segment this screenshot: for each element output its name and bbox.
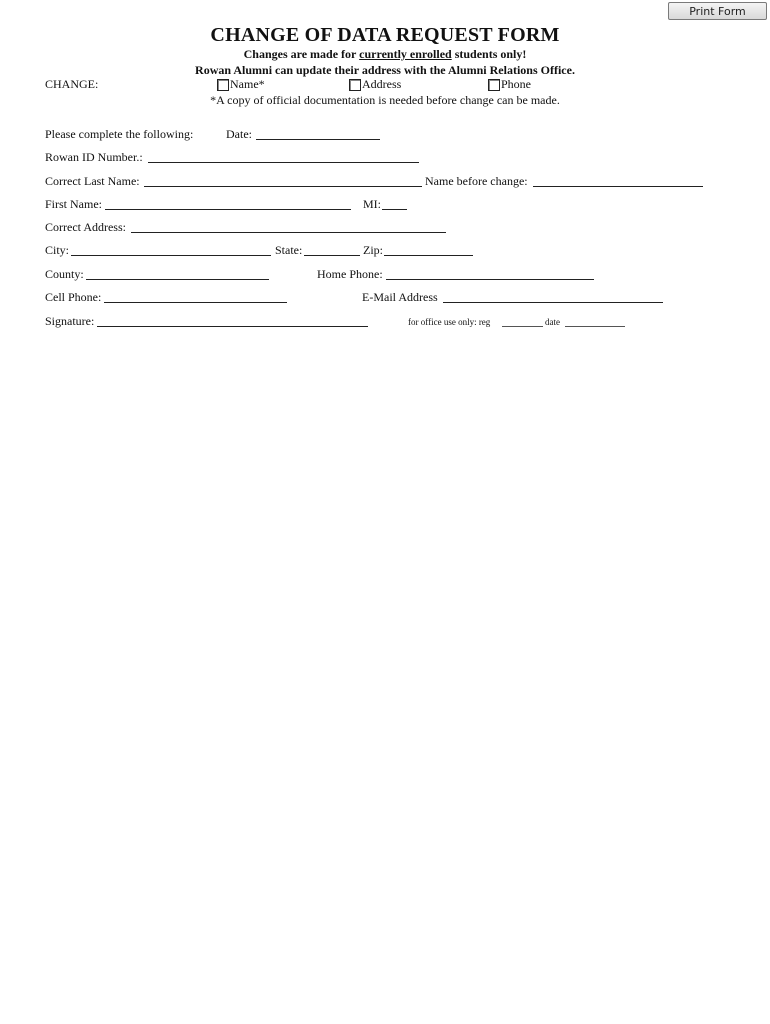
rowan-id-label: Rowan ID Number.:	[45, 150, 143, 164]
zip-field[interactable]	[384, 255, 473, 256]
address-checkbox[interactable]	[349, 79, 361, 91]
enrolled-notice-prefix: Changes are made for	[243, 47, 360, 61]
print-form-button[interactable]: Print Form	[668, 2, 767, 20]
state-field[interactable]	[304, 255, 360, 256]
office-use-date-label: date	[545, 317, 560, 327]
office-reg-field	[502, 326, 543, 327]
date-label: Date:	[226, 127, 252, 141]
address-label: Correct Address:	[45, 220, 126, 234]
email-label: E-Mail Address	[362, 290, 438, 304]
enrolled-notice-suffix: students only!	[451, 47, 527, 61]
form-title: CHANGE OF DATA REQUEST FORM	[210, 24, 560, 46]
home-phone-field[interactable]	[386, 279, 594, 280]
documentation-note: *A copy of official documentation is needed before change can be made.	[210, 93, 560, 107]
address-option-label: Address	[362, 77, 402, 91]
zip-label: Zip:	[363, 243, 383, 257]
change-label: CHANGE:	[45, 77, 99, 91]
first-name-label: First Name:	[45, 197, 102, 211]
name-before-change-label: Name before change:	[425, 174, 528, 188]
name-checkbox[interactable]	[217, 79, 229, 91]
cell-phone-field[interactable]	[104, 302, 287, 303]
office-use-reg-label: for office use only: reg	[408, 317, 491, 327]
middle-initial-label: MI:	[363, 197, 381, 211]
rowan-id-field[interactable]	[148, 162, 419, 163]
signature-label: Signature:	[45, 314, 95, 328]
cell-phone-label: Cell Phone:	[45, 290, 102, 304]
alumni-notice: Rowan Alumni can update their address with the Alumni Relations Office.	[195, 63, 575, 77]
county-label: County:	[45, 267, 84, 281]
city-field[interactable]	[71, 255, 271, 256]
last-name-field[interactable]	[144, 186, 422, 187]
state-label: State:	[275, 243, 303, 257]
last-name-label: Correct Last Name:	[45, 174, 140, 188]
city-label: City:	[45, 243, 70, 257]
email-field[interactable]	[443, 302, 663, 303]
address-field[interactable]	[131, 232, 446, 233]
name-before-change-field[interactable]	[533, 186, 703, 187]
enrolled-notice-underlined: currently enrolled	[359, 47, 452, 61]
county-field[interactable]	[86, 279, 269, 280]
first-name-field[interactable]	[105, 209, 351, 210]
date-field[interactable]	[256, 139, 380, 140]
name-option-label: Name*	[230, 77, 265, 91]
home-phone-label: Home Phone:	[317, 267, 383, 281]
phone-option-label: Phone	[501, 77, 531, 91]
office-date-field	[565, 326, 625, 327]
signature-field[interactable]	[97, 326, 368, 327]
phone-checkbox[interactable]	[488, 79, 500, 91]
instructions-label: Please complete the following:	[45, 127, 194, 141]
enrolled-notice	[0, 47, 770, 62]
middle-initial-field[interactable]	[382, 209, 407, 210]
